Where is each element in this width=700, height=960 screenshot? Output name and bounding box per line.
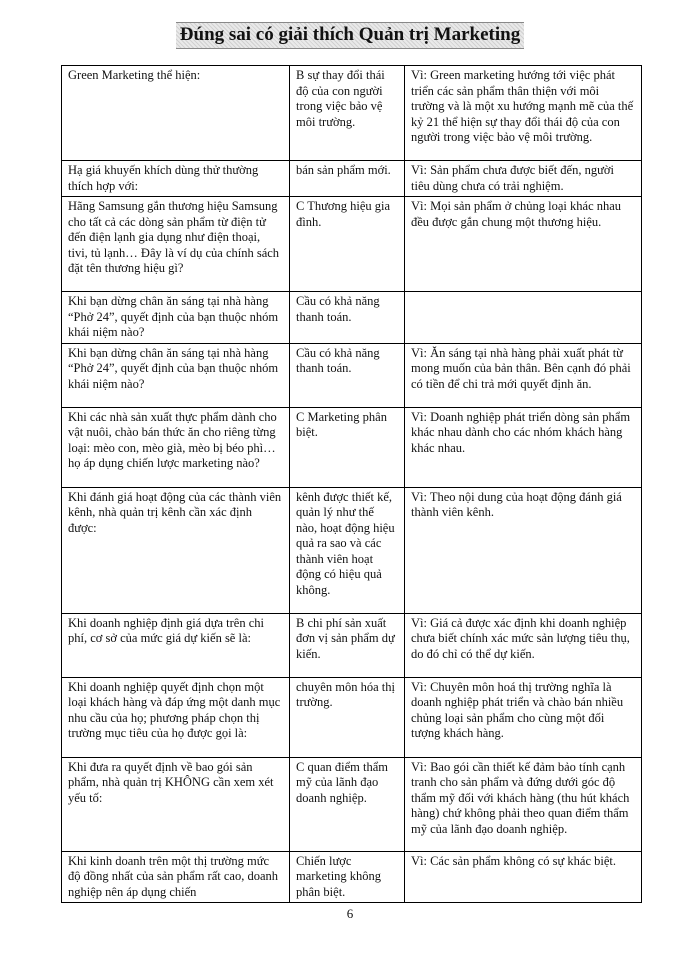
answer-cell: B chi phí sản xuất đơn vị sản phẩm dự kiến. <box>290 613 405 677</box>
explanation-cell <box>405 292 642 344</box>
question-cell: Khi đánh giá hoạt động của các thành viên kênh, nhà quản trị kênh cần xác định được: <box>62 487 290 613</box>
answer-cell: Cầu có khả năng thanh toán. <box>290 343 405 407</box>
question-cell: Khi bạn dừng chân ăn sáng tại nhà hàng “Phở 24”, quyết định của bạn thuộc nhóm khái niệm nào? <box>62 292 290 344</box>
question-cell: Hạ giá khuyến khích dùng thử thường thích hợp với: <box>62 161 290 197</box>
table-row <box>62 197 642 292</box>
table-row <box>62 161 642 197</box>
answer-cell: Cầu có khả năng thanh toán. <box>290 292 405 344</box>
explanation-cell: Vì: Các sản phẩm không có sự khác biệt. <box>405 851 642 903</box>
question-cell: Khi bạn dừng chân ăn sáng tại nhà hàng “Phở 24”, quyết định của bạn thuộc nhóm khái niệm nào? <box>62 343 290 407</box>
answer-cell: kênh được thiết kế, quản lý như thế nào, hoạt động hiệu quả ra sao và các thành viên hoạt động có hiệu quả không. <box>290 487 405 613</box>
explanation-cell: Vì: Theo nội dung của hoạt động đánh giá thành viên kênh. <box>405 487 642 613</box>
question-cell: Khi đưa ra quyết định về bao gói sản phẩm, nhà quản trị KHÔNG cần xem xét yếu tố: <box>62 757 290 851</box>
explanation-cell: Vì: Bao gói cần thiết kế đảm bảo tính cạnh tranh cho sản phẩm và đứng dưới góc độ thẩm mỹ đối với khách hàng (thu hút khách hàng) chứ không phải theo quan điểm thẩm mỹ của lãnh đạo doanh nghiệp. <box>405 757 642 851</box>
table-row <box>62 343 642 407</box>
explanation-cell: Vì: Giá cả được xác định khi doanh nghiệp chưa biết chính xác mức sản lượng tiêu thụ, do đó chỉ có thể dự kiến. <box>405 613 642 677</box>
answer-cell: chuyên môn hóa thị trường. <box>290 677 405 757</box>
explanation-cell: Vì: Sản phẩm chưa được biết đến, người tiêu dùng chưa có trải nghiệm. <box>405 161 642 197</box>
question-cell: Khi doanh nghiệp định giá dựa trên chi phí, cơ sở của mức giá dự kiến sẽ là: <box>62 613 290 677</box>
answer-cell: B sự thay đổi thái độ của con người trong việc bảo vệ môi trường. <box>290 66 405 161</box>
answer-cell: Chiến lược marketing không phân biệt. <box>290 851 405 903</box>
table-row <box>62 677 642 757</box>
table-row <box>62 487 642 613</box>
answer-cell: bán sản phẩm mới. <box>290 161 405 197</box>
answer-cell: C Marketing phân biệt. <box>290 407 405 487</box>
table-row <box>62 66 642 161</box>
table-row <box>62 407 642 487</box>
page-number: 6 <box>346 906 354 921</box>
table-row <box>62 292 642 344</box>
question-cell: Hãng Samsung gắn thương hiệu Samsung cho tất cả các dòng sản phẩm từ điện tử đến điện lạnh gia dụng như điện thoại, tivi, tủ lạnh… Đây là ví dụ của chính sách đặt tên thương hiệu gì? <box>62 197 290 292</box>
answer-cell: C Thương hiệu gia đình. <box>290 197 405 292</box>
explanation-cell: Vì: Mọi sản phẩm ở chủng loại khác nhau đều được gắn chung một thương hiệu. <box>405 197 642 292</box>
question-cell: Green Marketing thể hiện: <box>62 66 290 161</box>
explanation-cell: Vì: Doanh nghiệp phát triển dòng sản phẩm khác nhau dành cho các nhóm khách hàng khác nhau. <box>405 407 642 487</box>
table-row <box>62 613 642 677</box>
qa-table <box>61 65 642 903</box>
question-cell: Khi doanh nghiệp quyết định chọn một loại khách hàng và đáp ứng một danh mục nhu cầu của họ; phương pháp chọn thị trường mục tiêu của họ được gọi là: <box>62 677 290 757</box>
table-row <box>62 757 642 851</box>
title-wrapper <box>0 22 700 49</box>
explanation-cell: Vì: Chuyên môn hoá thị trường nghĩa là doanh nghiệp phát triển và chào bán nhiều chủng loại sản phẩm cho cùng một đối tượng khách hàng. <box>405 677 642 757</box>
explanation-cell: Vì: Green marketing hướng tới việc phát triển các sản phẩm thân thiện với môi trường và là một xu hướng mạnh mẽ của thế kỷ 21 thể hiện sự thay đổi thái độ của con người trong việc bảo vệ môi trường. <box>405 66 642 161</box>
question-cell: Khi các nhà sản xuất thực phẩm dành cho vật nuôi, chào bán thức ăn cho riêng từng loại: mèo con, mèo già, mèo bị béo phì… họ áp dụng chiến lược marketing nào? <box>62 407 290 487</box>
explanation-cell: Vì: Ăn sáng tại nhà hàng phải xuất phát từ mong muốn của bản thân. Bên cạnh đó phải có tiền để chi trả mới quyết định ăn. <box>405 343 642 407</box>
table-row <box>62 851 642 903</box>
question-cell: Khi kinh doanh trên một thị trường mức độ đồng nhất của sản phẩm rất cao, doanh nghiệp nên áp dụng chiến <box>62 851 290 903</box>
document-title: Đúng sai có giải thích Quản trị Marketing <box>176 22 524 49</box>
answer-cell: C quan điểm thẩm mỹ của lãnh đạo doanh nghiệp. <box>290 757 405 851</box>
